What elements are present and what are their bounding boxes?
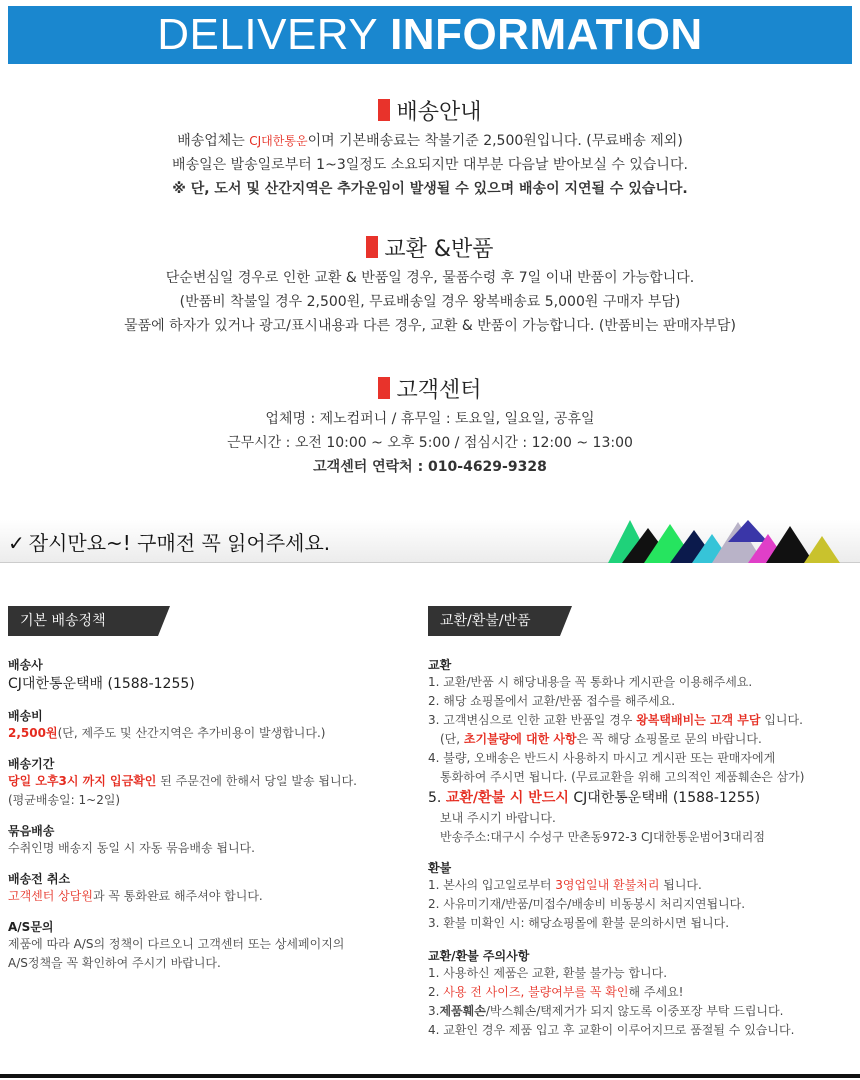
banner-word-information: INFORMATION [390,10,703,59]
delivery-line-1: 배송업체는 CJ대한통운이며 기본배송료는 착불기준 2,500원입니다. (무료배송 제외) [177,133,683,149]
exchange-line-1: 단순변심일 경우로 인한 교환 & 반품일 경우, 물품수령 후 7일 이내 반품이 가능합니다. [165,270,695,286]
exchange-line-3: 물품에 하자가 있거나 광고/표시내용과 다른 경우, 교환 & 반품이 가능합니다. (반품비는 판매자부담) [124,318,736,334]
exchange-title: 교환 &반품 [366,232,493,262]
banner-word-delivery: DELIVERY [157,10,378,59]
section-heading: 교환/환불 주의사항 [428,949,530,963]
cs-section [0,373,860,479]
cj-logo: CJ대한통운 [249,134,308,148]
cs-phone: 고객센터 연락처 : 010-4629-9328 [313,459,547,475]
section-heading: A/S문의 [8,920,54,934]
exchange-line-2: (반품비 착불일 경우 2,500원, 무료배송일 경우 왕복배송료 5,000원 구매자 부담) [179,294,681,310]
bottom-divider [0,1074,860,1078]
cs-line-1: 업체명 : 제노컴퍼니 / 휴무일 : 토요일, 일요일, 공휴일 [265,411,595,427]
tab-exchange-refund: 교환/환불/반품 [428,606,560,636]
section-heading: 환불 [428,861,452,875]
exchange-refund-policy: 교환 1. 교환/반품 시 해당내용을 꼭 통화나 게시판을 이용해주세요. 2. 해당 쇼핑몰에서 교환/반품 접수를 해주세요. 3. 고객변심으로 인한 교환 반품일 경우 왕복택배비는 고객 부담 입니다. (단, 초기불량에 대한 사항은 꼭 해당 쇼핑몰로 문의 바랍니다. 4. 불량, 오배송은 반드시 사용하지 마시고 게시판 또는 판매자에게 통화하여 주시면 됩니다. (무료교환을 위해 고의적인 제품훼손은 삼가) 5. 교환/환불 시 반드시 CJ대한통운택배 (1588-1255) 보내 주시기 바랍니다. 반송주소:대구시 수성구 만촌동972-3 CJ대한통운범어3대리점 환불 1. 본사의 입고일로부터 3영업일내 환불처리 됩니다. 2. 사유미기재/반품/미접수/배송비 비동봉시 처리지연됩니다. 3. 환불 미확인 시: 해당쇼핑몰에 환불 문의하시면 됩니다. 교환/환불 주의사항 1. 사용하신 제품은 교환, 환불 불가능 합니다. 2. 사용 전 사이즈, 불량여부를 꼭 확인해 주세요! 3.제품훼손/박스훼손/택제거가 되지 않도록 이중포장 부탁 드립니다. 4. 교환인 경우 제품 입고 후 교환이 이루어지므로 품절될 수 있습니다. [428,656,856,1040]
tab-basic-delivery: 기본 배송정책 [8,606,158,636]
cs-line-2: 근무시간 : 오전 10:00 ~ 오후 5:00 / 점심시간 : 12:00 ~ 13:00 [227,435,633,451]
section-heading: 배송사 [8,658,43,672]
section-heading: 묶음배송 [8,824,55,838]
header-banner [8,6,852,64]
notice-text: ✓ 잠시만요~! 구매전 꼭 읽어주세요. [8,531,331,555]
check-icon: ✓ [8,531,25,555]
title-bar-icon [366,236,378,258]
title-bar-icon [378,377,390,399]
exchange-section [0,232,860,338]
delivery-section [0,95,860,201]
courier-text: CJ대한통운택배 (1588-1255) [8,676,195,692]
title-bar-icon [378,99,390,121]
delivery-line-3: ※ 단, 도서 및 산간지역은 추가운임이 발생될 수 있으며 배송이 지연될 수 있습니다. [172,181,688,197]
section-heading: 배송전 취소 [8,872,71,886]
triangle-decoration [608,520,860,563]
section-heading: 배송기간 [8,757,55,771]
section-heading: 배송비 [8,709,43,723]
section-heading: 교환 [428,658,452,672]
shipping-fee: 2,500원 [8,726,58,740]
basic-delivery-policy: 배송사 CJ대한통운택배 (1588-1255) 배송비 2,500원(단, 제주도 및 산간지역은 추가비용이 발생합니다.) 배송기간 당일 오후3시 까지 입금확인 된 주문건에 한해서 당일 발송 됩니다. (평균배송일: 1~2일) 묶음배송 수취인명 배송지 동일 시 자동 묶음배송 됩니다. 배송전 취소 고객센터 상담원과 꼭 통화완료 해주셔야 합니다. A/S문의 제품에 따라 A/S의 정책이 다르오니 고객센터 또는 상세페이지의 A/S정책을 꼭 확인하여 주시기 바랍니다. [8,656,408,973]
cs-title: 고객센터 [378,373,481,403]
delivery-title: 배송안내 [378,95,481,125]
delivery-line-2: 배송일은 발송일로부터 1~3일정도 소요되지만 대부분 다음날 받아보실 수 있습니다. [172,157,688,173]
